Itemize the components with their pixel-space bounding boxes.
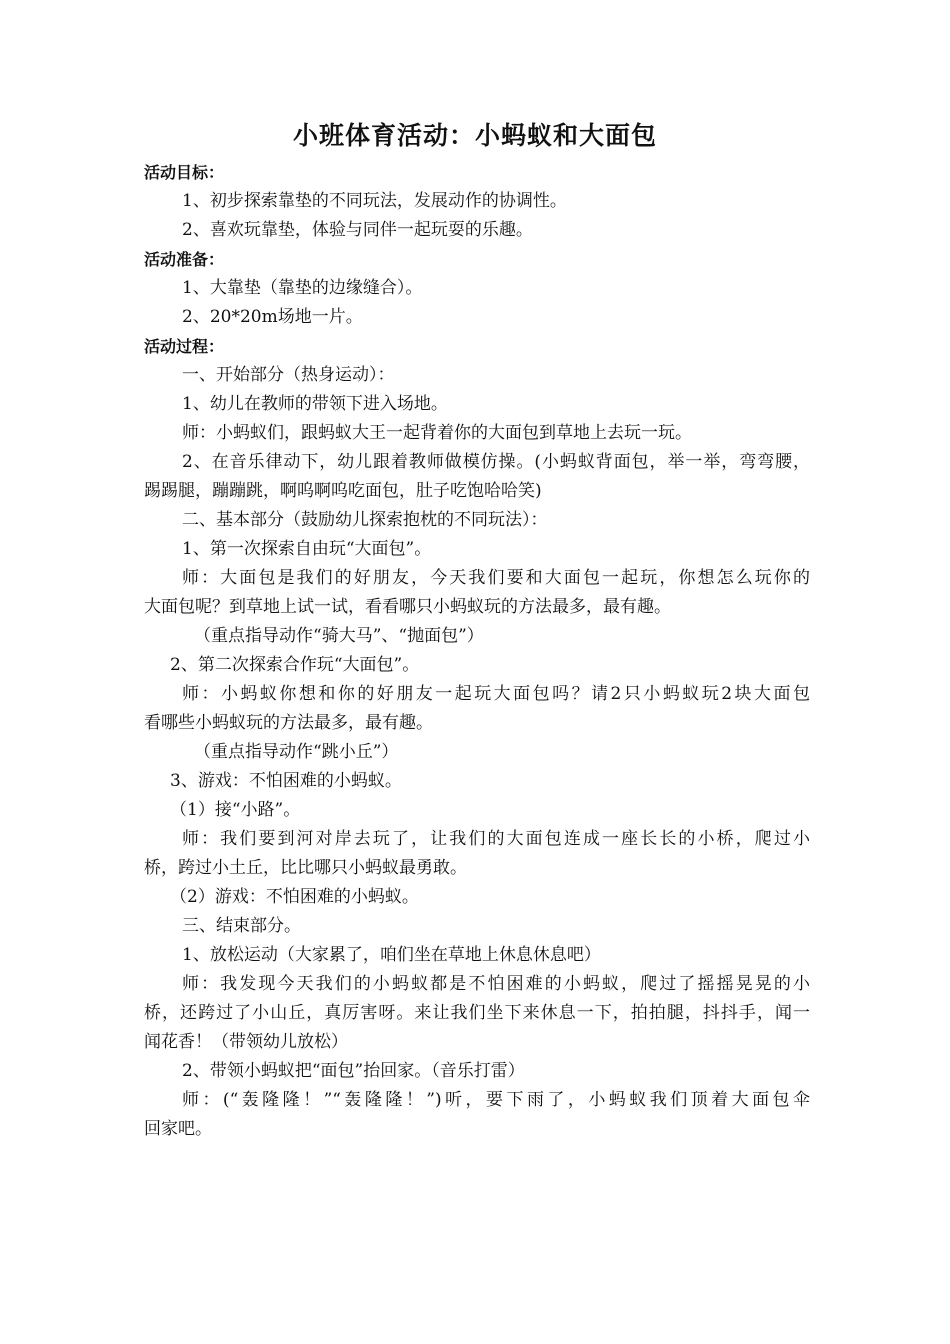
text-line: 2、在音乐律动下，幼儿跟着教师做模仿操。(小蚂蚁背面包，举一举，弯弯腰， bbox=[182, 452, 810, 472]
text-line: （重点指导动作“跳小丘”） bbox=[194, 742, 399, 762]
text-line: （重点指导动作“骑大马”、“抛面包”） bbox=[194, 626, 484, 646]
text-line: 二、基本部分（鼓励幼儿探索抱枕的不同玩法）： bbox=[182, 510, 548, 530]
text-line: 2、喜欢玩靠垫，体验与同伴一起玩耍的乐趣。 bbox=[182, 220, 533, 240]
text-line: 师：大面包是我们的好朋友，今天我们要和大面包一起玩，你想怎么玩你的 bbox=[182, 568, 810, 588]
text-line: 一、开始部分（热身运动）： bbox=[182, 365, 395, 385]
text-line: 1、大靠垫（靠垫的边缘缝合）。 bbox=[182, 278, 423, 298]
text-line: 师：我们要到河对岸去玩了，让我们的大面包连成一座长长的小桥，爬过小 bbox=[182, 829, 810, 849]
text-line: （2）游戏：不怕困难的小蚂蚁。 bbox=[170, 887, 419, 907]
text-line: 闻花香！（带领幼儿放松） bbox=[144, 1032, 348, 1052]
text-line: 2、20*20m场地一片。 bbox=[182, 307, 363, 327]
text-line: 1、放松运动（大家累了，咱们坐在草地上休息休息吧） bbox=[182, 945, 601, 965]
text-line: 师：小蚂蚁们，跟蚂蚁大王一起背着你的大面包到草地上去玩一玩。 bbox=[182, 423, 692, 443]
text-line: 三、结束部分。 bbox=[182, 916, 301, 936]
text-line: 看哪些小蚂蚁玩的方法最多，最有趣。 bbox=[144, 713, 433, 733]
document-body bbox=[144, 158, 810, 1144]
text-line: 3、游戏：不怕困难的小蚂蚁。 bbox=[170, 771, 402, 791]
text-line: 1、幼儿在教师的带领下进入场地。 bbox=[182, 394, 448, 414]
text-line: 大面包呢？到草地上试一试，看看哪只小蚂蚁玩的方法最多，最有趣。 bbox=[144, 597, 671, 617]
section-heading: 活动过程： bbox=[144, 337, 225, 356]
text-line: 师：我发现今天我们的小蚂蚁都是不怕困难的小蚂蚁，爬过了摇摇晃晃的小 bbox=[182, 974, 810, 994]
text-line: 2、带领小蚂蚁把“面包”抬回家。（音乐打雷） bbox=[182, 1061, 525, 1081]
text-line: 2、第二次探索合作玩“大面包”。 bbox=[170, 655, 420, 675]
text-line: 师：小蚂蚁你想和你的好朋友一起玩大面包吗？请2只小蚂蚁玩2块大面包 bbox=[182, 684, 810, 704]
section-heading: 活动准备： bbox=[144, 250, 225, 269]
text-line: 师：(“轰隆隆！”“轰隆隆！”)听，要下雨了，小蚂蚁我们顶着大面包伞 bbox=[182, 1090, 810, 1110]
text-line: 回家吧。 bbox=[144, 1119, 212, 1139]
text-line: 1、初步探索靠垫的不同玩法，发展动作的协调性。 bbox=[182, 191, 567, 211]
document-title: 小班体育活动：小蚂蚁和大面包 bbox=[292, 121, 657, 150]
text-line: 1、第一次探索自由玩“大面包”。 bbox=[182, 539, 432, 559]
text-line: （1）接“小路”。 bbox=[170, 800, 301, 820]
text-line: 桥，跨过小土丘，比比哪只小蚂蚁最勇敢。 bbox=[144, 858, 467, 878]
text-line: 桥，还跨过了小山丘，真厉害呀。来让我们坐下来休息一下，拍拍腿，抖抖手，闻一 bbox=[144, 1003, 810, 1023]
text-line: 踢踢腿，蹦蹦跳，啊呜啊呜吃面包，肚子吃饱哈哈笑) bbox=[144, 481, 542, 501]
section-heading: 活动目标： bbox=[144, 163, 225, 182]
